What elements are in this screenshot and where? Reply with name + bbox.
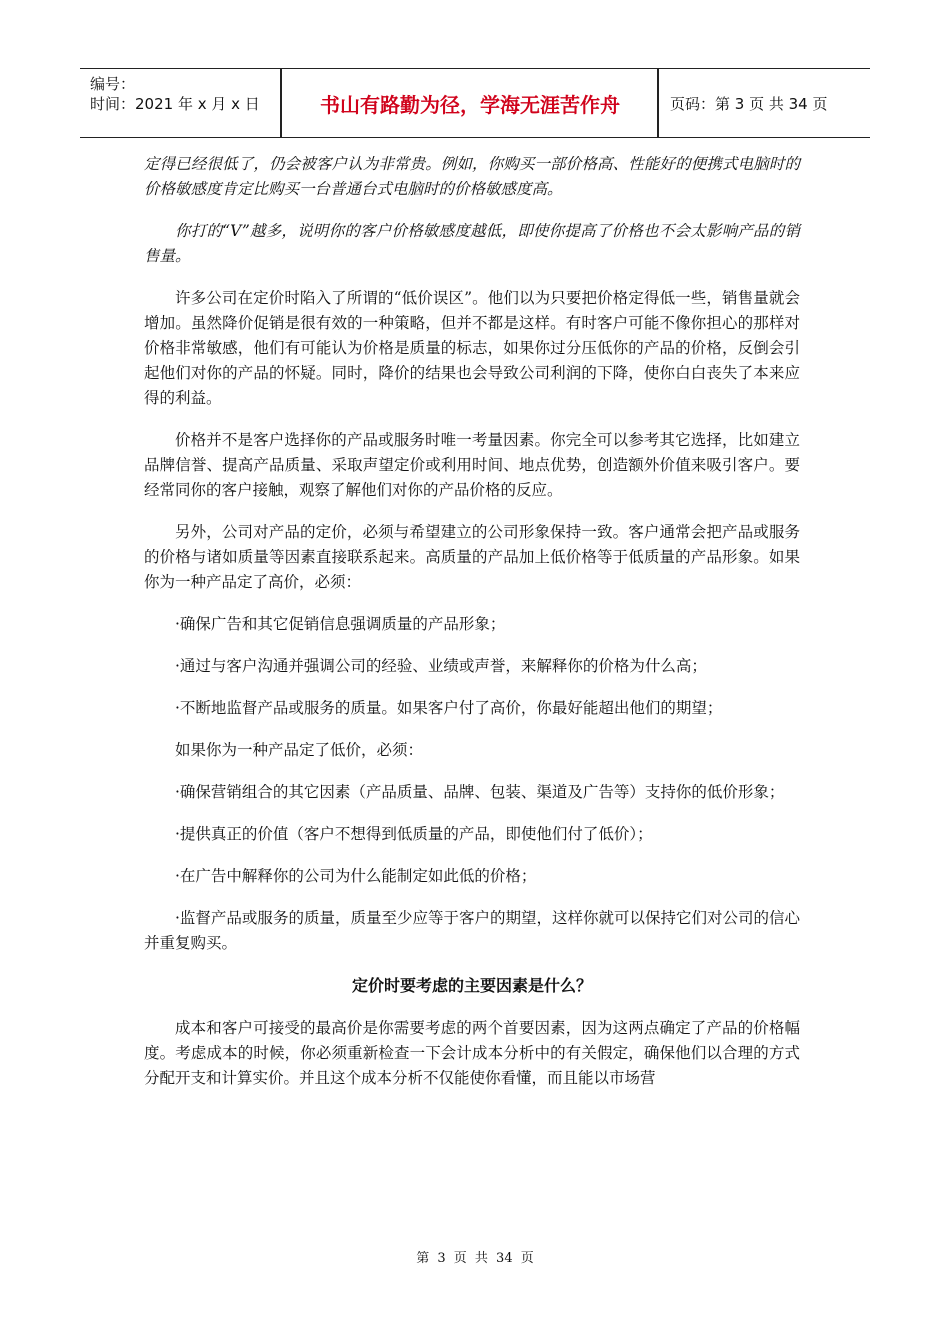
document-header xyxy=(80,68,870,138)
header-divider xyxy=(657,69,659,137)
document-body xyxy=(144,152,800,1108)
bullet-item: ·在广告中解释你的公司为什么能制定如此低的价格； xyxy=(175,867,537,885)
paragraph: 你打的“V”越多，说明你的客户价格敏感度越低，即使你提高了价格也不会太影响产品的销售量。 xyxy=(144,222,800,265)
section-heading: 定价时要考虑的主要因素是什么？ xyxy=(351,976,592,995)
paragraph: 价格并不是客户选择你的产品或服务时唯一考量因素。你完全可以参考其它选择，比如建立品牌信誉、提高产品质量、采取声望定价或利用时间、地点优势，创造额外价值来吸引客户。要经常同你的客户接触，观察了解他们对你的产品价格的反应。 xyxy=(144,431,800,499)
paragraph: 如果你为一种产品定了低价，必须： xyxy=(175,741,424,759)
bullet-item: ·通过与客户沟通并强调公司的经验、业绩或声誉，来解释你的价格为什么高； xyxy=(175,657,707,675)
bullet-item: ·确保营销组合的其它因素（产品质量、品牌、包装、渠道及广告等）支持你的低价形象； xyxy=(175,783,785,801)
header-page-info: 页码：第 3 页 共 34 页 xyxy=(670,94,828,113)
bullet-item: ·不断地监督产品或服务的质量。如果客户付了高价，你最好能超出他们的期望； xyxy=(175,699,723,717)
paragraph: 成本和客户可接受的最高价是你需要考虑的两个首要因素，因为这两点确定了产品的价格幅度。考虑成本的时候，你必须重新检查一下会计成本分析中的有关假定，确保他们以合理的方式分配开支和计算实价。并且这个成本分析不仅能使你看懂，而且能以市场营 xyxy=(144,1019,800,1087)
number-label: 编号： xyxy=(90,75,136,93)
header-meta xyxy=(80,69,280,137)
paragraph: 另外，公司对产品的定价，必须与希望建立的公司形象保持一致。客户通常会把产品或服务的价格与诸如质量等因素直接联系起来。高质量的产品加上低价格等于低质量的产品形象。如果你为一种产品定了高价，必须： xyxy=(144,523,800,591)
header-motto: 书山有路勤为径，学海无涯苦作舟 xyxy=(320,92,620,117)
paragraph: 定得已经很低了，仍会被客户认为非常贵。例如，你购买一部价格高、性能好的便携式电脑时的价格敏感度肯定比购买一台普通台式电脑时的价格敏感度高。 xyxy=(144,155,800,198)
header-divider xyxy=(280,69,282,137)
bullet-item: ·提供真正的价值（客户不想得到低质量的产品，即使他们付了低价）； xyxy=(175,825,653,843)
date-line: 时间：2021 年 x 月 x 日 xyxy=(90,95,260,113)
page-footer: 第 3 页 共 34 页 xyxy=(416,1251,534,1266)
bullet-item: ·监督产品或服务的质量，质量至少应等于客户的期望，这样你就可以保持它们对公司的信心并重复购买。 xyxy=(144,909,800,952)
paragraph: 许多公司在定价时陷入了所谓的“低价误区”。他们以为只要把价格定得低一些，销售量就会增加。虽然降价促销是很有效的一种策略，但并不都是这样。有时客户可能不像你担心的那样对价格非常敏感，他们有可能认为价格是质量的标志，如果你过分压低你的产品的价格，反倒会引起他们对你的产品的怀疑。同时，降价的结果也会导致公司利润的下降，使你白白丧失了本来应得的利益。 xyxy=(144,289,800,407)
bullet-item: ·确保广告和其它促销信息强调质量的产品形象； xyxy=(175,615,506,633)
